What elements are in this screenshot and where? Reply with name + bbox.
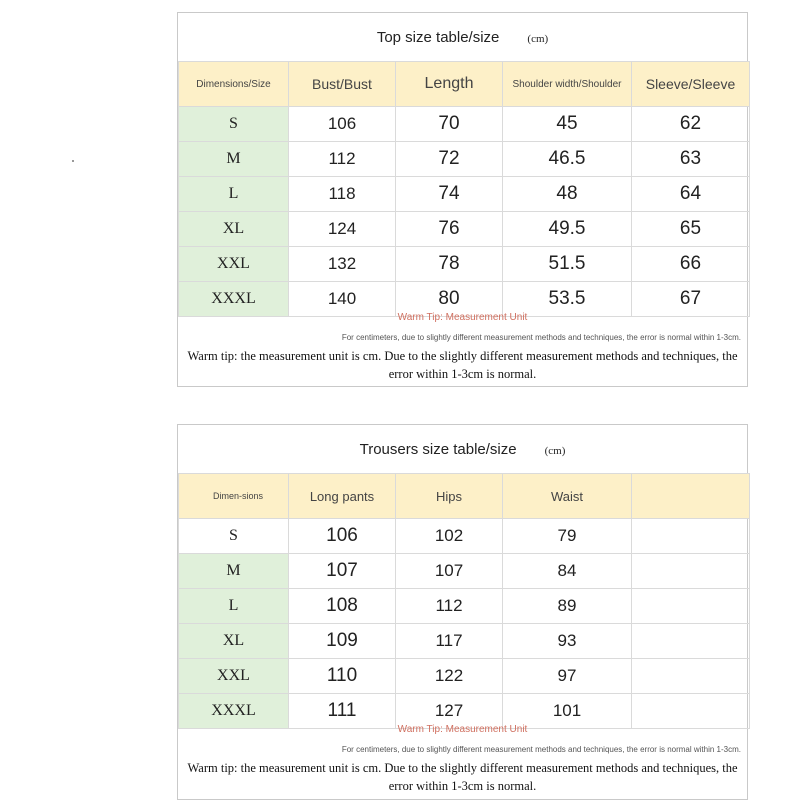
- size-cell: L: [179, 177, 289, 212]
- size-cell: XXL: [179, 659, 289, 694]
- shoulder-cell: 49.5: [503, 212, 632, 247]
- hips-cell: 122: [396, 659, 503, 694]
- sleeve-cell: 64: [632, 177, 750, 212]
- hips-cell: 117: [396, 624, 503, 659]
- long-pants-cell: 111: [289, 694, 396, 729]
- sleeve-cell: 66: [632, 247, 750, 282]
- hips-cell: 127: [396, 694, 503, 729]
- hips-cell: 107: [396, 554, 503, 589]
- trousers-table-title: Trousers size table/size: [359, 440, 517, 458]
- trousers-size-table-panel: [177, 424, 748, 800]
- stray-dot: [72, 160, 74, 162]
- size-cell: XXL: [179, 247, 289, 282]
- table-row: [179, 519, 750, 554]
- size-cell: S: [179, 519, 289, 554]
- size-cell: XL: [179, 212, 289, 247]
- long-pants-cell: 107: [289, 554, 396, 589]
- sleeve-cell: 67: [632, 282, 750, 317]
- trousers-tip-title: Warm Tip: Measurement Unit: [397, 724, 528, 735]
- hips-cell: 102: [396, 519, 503, 554]
- top-tip-title: Warm Tip: Measurement Unit: [397, 312, 528, 323]
- long-pants-cell: 106: [289, 519, 396, 554]
- top-tip-small: For centimeters, due to slightly different measurement methods and techniques, the error is normal within 1-3cm.: [341, 333, 741, 342]
- shoulder-cell: 45: [503, 107, 632, 142]
- length-cell: 70: [396, 107, 503, 142]
- header-dimensions: Dimen-sions: [179, 474, 289, 519]
- waist-cell: 93: [503, 624, 632, 659]
- sleeve-cell: 62: [632, 107, 750, 142]
- trousers-size-table: [178, 473, 750, 729]
- header-shoulder: Shoulder width/Shoulder: [503, 62, 632, 107]
- top-table-header-row: [179, 62, 750, 107]
- header-length: Length: [396, 62, 503, 107]
- table-row: [179, 554, 750, 589]
- empty-cell: [632, 554, 750, 589]
- size-cell: XL: [179, 624, 289, 659]
- table-row: [179, 107, 750, 142]
- size-cell: XXXL: [179, 282, 289, 317]
- shoulder-cell: 46.5: [503, 142, 632, 177]
- header-bust: Bust/Bust: [289, 62, 396, 107]
- bust-cell: 106: [289, 107, 396, 142]
- trousers-table-unit: (cm): [544, 445, 566, 457]
- size-cell: L: [179, 589, 289, 624]
- length-cell: 80: [396, 282, 503, 317]
- size-cell: M: [179, 554, 289, 589]
- bust-cell: 118: [289, 177, 396, 212]
- waist-cell: 101: [503, 694, 632, 729]
- long-pants-cell: 109: [289, 624, 396, 659]
- header-sleeve: Sleeve/Sleeve: [632, 62, 750, 107]
- top-table-title-row: [178, 13, 747, 62]
- sleeve-cell: 65: [632, 212, 750, 247]
- header-waist: Waist: [503, 474, 632, 519]
- length-cell: 74: [396, 177, 503, 212]
- header-hips: Hips: [396, 474, 503, 519]
- waist-cell: 97: [503, 659, 632, 694]
- empty-cell: [632, 659, 750, 694]
- length-cell: 78: [396, 247, 503, 282]
- long-pants-cell: 110: [289, 659, 396, 694]
- table-row: [179, 624, 750, 659]
- top-table-title: Top size table/size: [376, 28, 500, 46]
- trousers-table-title-row: [178, 425, 747, 474]
- top-tip-main: Warm tip: the measurement unit is cm. Due to the slightly different measurement methods and techniques, the error within 1-3cm is normal.: [187, 349, 738, 381]
- header-dimensions-size: Dimensions/Size: [179, 62, 289, 107]
- empty-cell: [632, 624, 750, 659]
- shoulder-cell: 53.5: [503, 282, 632, 317]
- hips-cell: 112: [396, 589, 503, 624]
- bust-cell: 132: [289, 247, 396, 282]
- trousers-table-header-row: [179, 474, 750, 519]
- shoulder-cell: 48: [503, 177, 632, 212]
- bust-cell: 140: [289, 282, 396, 317]
- table-row: [179, 142, 750, 177]
- header-empty: [632, 474, 750, 519]
- empty-cell: [632, 589, 750, 624]
- shoulder-cell: 51.5: [503, 247, 632, 282]
- empty-cell: [632, 519, 750, 554]
- table-row: [179, 177, 750, 212]
- table-row: [179, 659, 750, 694]
- table-row: [179, 212, 750, 247]
- bust-cell: 112: [289, 142, 396, 177]
- long-pants-cell: 108: [289, 589, 396, 624]
- length-cell: 72: [396, 142, 503, 177]
- size-cell: M: [179, 142, 289, 177]
- bust-cell: 124: [289, 212, 396, 247]
- waist-cell: 79: [503, 519, 632, 554]
- trousers-tip-small: For centimeters, due to slightly different measurement methods and techniques, the error is normal within 1-3cm.: [341, 745, 741, 754]
- sleeve-cell: 63: [632, 142, 750, 177]
- table-row: [179, 247, 750, 282]
- waist-cell: 89: [503, 589, 632, 624]
- top-size-table: [178, 61, 750, 317]
- size-cell: S: [179, 107, 289, 142]
- table-row: [179, 589, 750, 624]
- waist-cell: 84: [503, 554, 632, 589]
- top-table-unit: (cm): [527, 33, 549, 45]
- length-cell: 76: [396, 212, 503, 247]
- size-cell: XXXL: [179, 694, 289, 729]
- top-size-table-panel: [177, 12, 748, 387]
- trousers-tip-main: Warm tip: the measurement unit is cm. Due to the slightly different measurement methods and techniques, the error within 1-3cm is normal.: [187, 761, 738, 793]
- header-long-pants: Long pants: [289, 474, 396, 519]
